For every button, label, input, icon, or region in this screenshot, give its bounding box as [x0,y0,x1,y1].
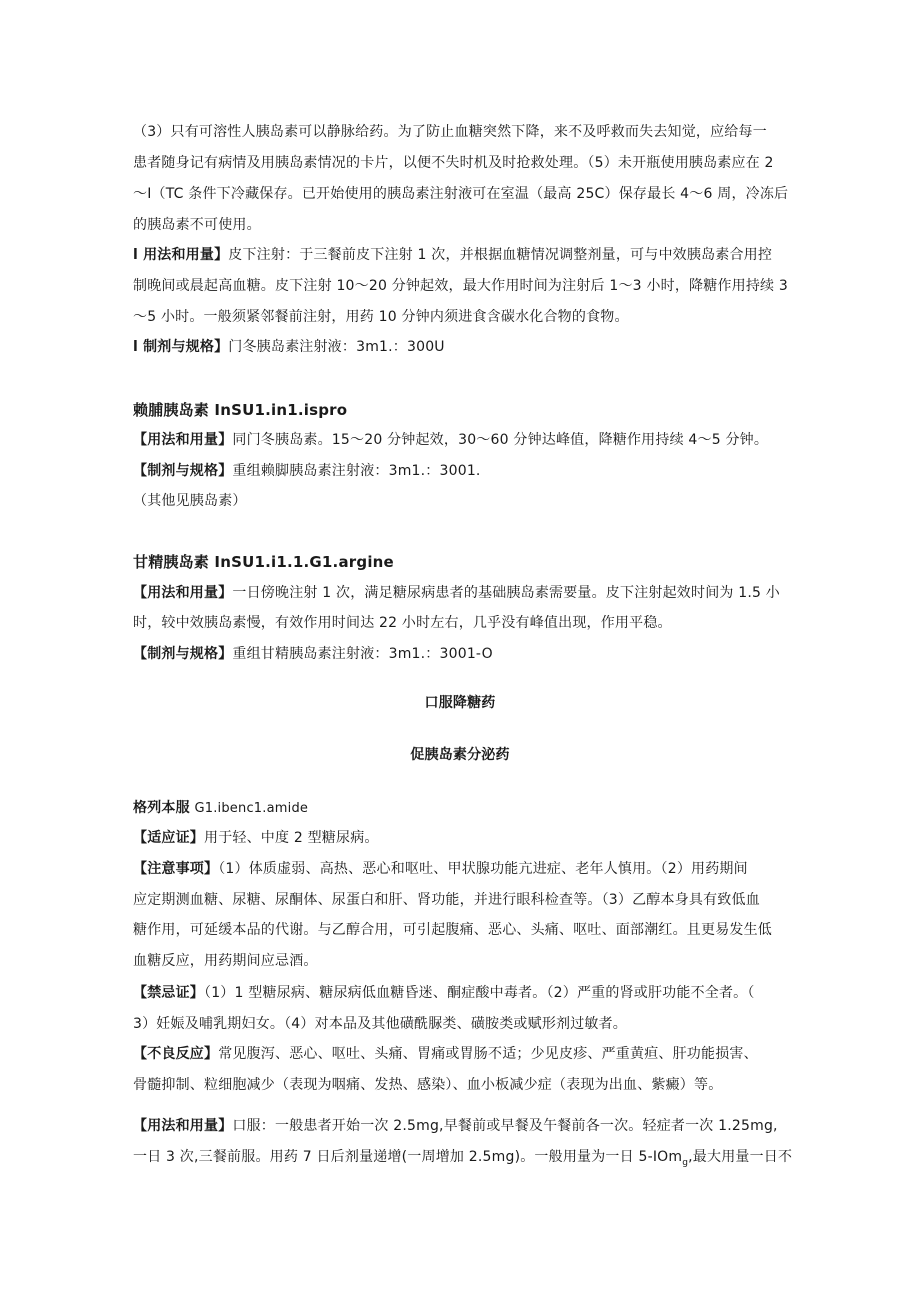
spec-label: 【制剂与规格】 [133,646,233,662]
paragraph-line: 制晚间或晨起高血糖。皮下注射 10～20 分钟起效，最大作用时间为注射后 1～3 小时，降糖作用持续 3 [133,278,788,294]
usage-paragraph [133,430,768,450]
adverse-paragraph [133,1044,758,1064]
drug-title: 甘精胰岛素 InSU1.i1.1.G1.argine [133,553,394,571]
subscript-text: g [682,1157,689,1168]
contra-paragraph [133,983,755,1003]
note-text: （其他见胰岛素） [133,493,247,509]
spec-label: 【制剂与规格】 [133,463,233,479]
indication-label: 【适应证】 [133,830,204,846]
paragraph-line: 患者随身记有病情及用胰岛素情况的卡片，以便不失时机及时抢救处理。（5）未开瓶使用胰岛素应在 2 [133,155,774,171]
usage-paragraph [133,245,772,265]
contra-text: （1）1 型糖尿病、糖尿病低血糖昏迷、酮症酸中毒者。（2）严重的肾或肝功能不全者。（ [204,985,755,1001]
drug-title-cn: 格列本服 [133,800,190,816]
drug-title [133,798,308,819]
spec-text: 门冬胰岛素注射液：3m1.：300U [228,339,445,355]
spec-paragraph [133,337,445,357]
contra-label: 【禁忌证】 [133,985,204,1001]
spec-paragraph [133,461,481,481]
spec-label: l 制剂与规格】 [133,339,229,355]
spec-text: 重组甘精胰岛素注射液：3m1.：3001-O [232,646,493,662]
caution-text: （1）体质虚弱、高热、恶心和呕吐、甲状腺功能亢进症、老年人慎用。（2）用药期间 [218,861,748,877]
caution-label: 【注意事项】 [133,861,219,877]
paragraph-line: 糖作用，可延缓本品的代谢。与乙醇合用，可引起腹痛、恶心、头痛、呕吐、面部潮红。且更易发生低 [133,922,772,938]
usage-text: 口服：一般患者开始一次 2.5mg,早餐前或早餐及午餐前各一次。轻症者一次 1.25mg, [232,1118,778,1134]
paragraph-line: 应定期测血糖、尿糖、尿酮体、尿蛋白和肝、肾功能，并进行眼科检查等。（3）乙醇本身具有致低血 [133,892,760,908]
drug-title: 赖脯胰岛素 InSU1.in1.ispro [133,401,348,419]
usage-text-part: 一日 3 次,三餐前服。用药 7 日后剂量递增(一周增加 2.5mg)。一般用量为一日 5-IOm [133,1149,683,1165]
usage-paragraph [133,1116,778,1136]
usage-label: 【用法和用量】 [133,1118,233,1134]
usage-text: 一日傍晚注射 1 次，满足糖尿病患者的基础胰岛素需要量。皮下注射起效时间为 1.5 小 [232,585,780,601]
drug-title-en: G1.ibenc1.amide [194,801,309,816]
paragraph-line: （3）只有可溶性人胰岛素可以静脉给药。为了防止血糖突然下降，来不及呼救而失去知觉，应给每一 [133,124,767,140]
paragraph-line [133,1147,792,1173]
caution-paragraph [133,859,748,879]
spec-paragraph [133,644,493,664]
usage-text: 同门冬胰岛素。15～20 分钟起效，30～60 分钟达峰值，降糖作用持续 4～5 分钟。 [232,432,769,448]
usage-label: l 用法和用量】 [133,247,229,263]
usage-text-part: ,最大用量一日不 [688,1149,793,1165]
usage-paragraph [133,583,780,603]
paragraph-line: ～I（TC 条件下冷藏保存。已开始使用的胰岛素注射液可在室温（最高 25C）保存最长 4～6 周，冷冻后 [133,186,789,202]
paragraph-line: 血糖反应，用药期间应忌酒。 [133,953,318,969]
indication-text: 用于轻、中度 2 型糖尿病。 [204,830,379,846]
usage-label: 【用法和用量】 [133,585,233,601]
paragraph-line: 的胰岛素不可使用。 [133,217,261,233]
adverse-label: 【不良反应】 [133,1046,219,1062]
section-heading: 口服降糖药 [424,695,496,711]
paragraph-line: 时，较中效胰岛素慢，有效作用时间达 22 小时左右，几乎没有峰值出现，作用平稳。 [133,615,672,631]
usage-label: 【用法和用量】 [133,432,233,448]
indication-paragraph [133,828,379,848]
paragraph-line: ～5 小时。一般须紧邻餐前注射，用药 10 分钟内须进食含碳水化合物的食物。 [133,309,629,325]
paragraph-line: 骨髓抑制、粒细胞减少（表现为咽痛、发热、感染）、血小板减少症（表现为出血、紫癜）等。 [133,1077,723,1093]
paragraph-line: 3）妊娠及哺乳期妇女。（4）对本品及其他磺酰脲类、磺胺类或赋形剂过敏者。 [133,1016,628,1032]
spec-text: 重组赖脚胰岛素注射液：3m1.：3001. [232,463,481,479]
subsection-heading: 促胰岛素分泌药 [410,747,510,763]
usage-text: 皮下注射：于三餐前皮下注射 1 次，并根据血糖情况调整剂量，可与中效胰岛素合用控 [228,247,773,263]
adverse-text: 常见腹泻、恶心、呕吐、头痛、胃痛或胃肠不适；少见皮疹、严重黄疸、肝功能损害、 [218,1046,758,1062]
